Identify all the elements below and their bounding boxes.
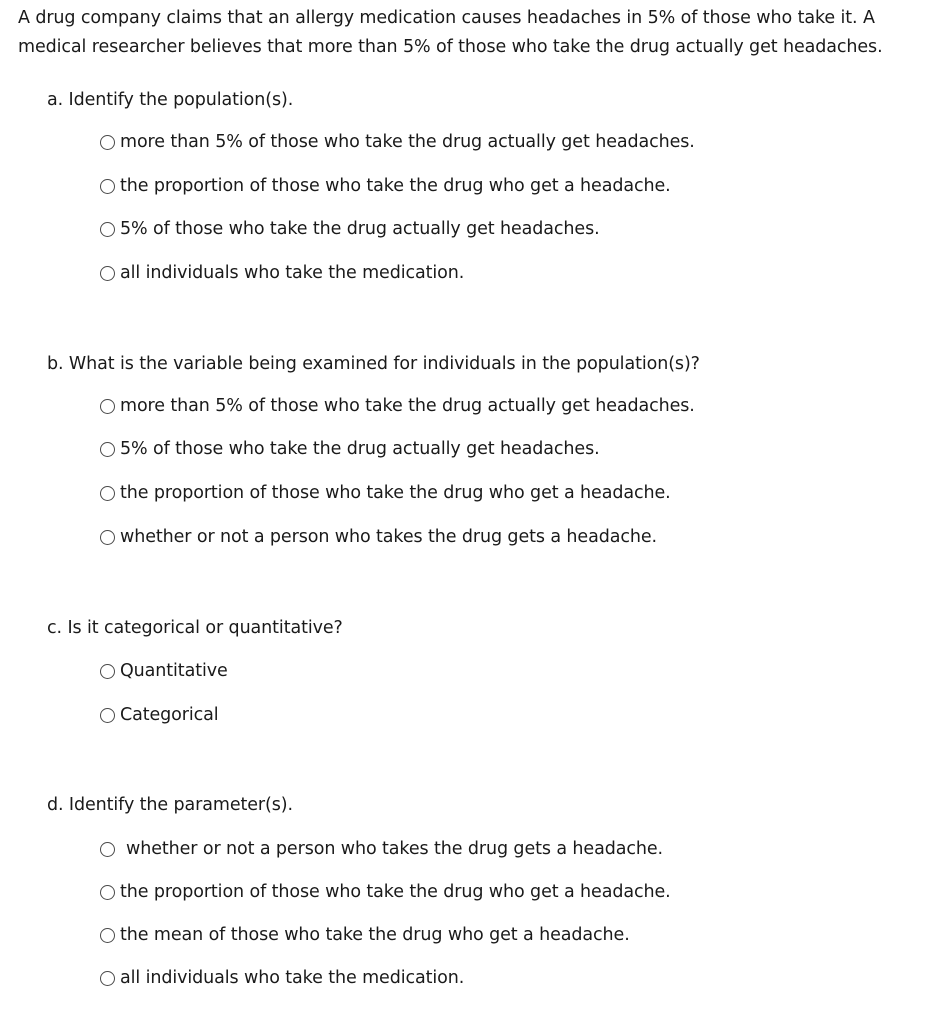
question-c-option-1[interactable]	[100, 659, 228, 683]
question-d-option-1[interactable]	[100, 837, 663, 861]
radio-button[interactable]	[100, 885, 115, 900]
option-label: 5% of those who take the drug actually get headaches.	[120, 439, 600, 459]
radio-button[interactable]	[100, 442, 115, 457]
option-label: the mean of those who take the drug who get a headache.	[120, 925, 630, 945]
question-d-option-4[interactable]	[100, 966, 464, 990]
option-label: whether or not a person who takes the drug gets a headache.	[126, 839, 663, 859]
question-c-option-2[interactable]	[100, 703, 219, 727]
question-d-prompt: d. Identify the parameter(s).	[47, 795, 293, 815]
option-label: Categorical	[120, 705, 219, 725]
radio-button[interactable]	[100, 530, 115, 545]
option-label: all individuals who take the medication.	[120, 968, 465, 988]
radio-button[interactable]	[100, 266, 115, 281]
question-d-option-2[interactable]	[100, 880, 671, 904]
radio-button[interactable]	[100, 179, 115, 194]
radio-button[interactable]	[100, 971, 115, 986]
radio-button[interactable]	[100, 842, 115, 857]
question-b-option-3[interactable]	[100, 481, 671, 505]
question-b-option-1[interactable]	[100, 394, 695, 418]
question-a-prompt: a. Identify the population(s).	[47, 90, 294, 110]
question-b-option-4[interactable]	[100, 525, 657, 549]
option-label: the proportion of those who take the drug who get a headache.	[120, 176, 671, 196]
question-a-option-4[interactable]	[100, 261, 464, 285]
question-a-option-3[interactable]	[100, 217, 600, 241]
question-c-prompt: c. Is it categorical or quantitative?	[47, 618, 343, 638]
question-a-option-1[interactable]	[100, 130, 695, 154]
question-d-option-3[interactable]	[100, 923, 630, 947]
problem-statement	[18, 4, 918, 62]
question-b-option-2[interactable]	[100, 437, 600, 461]
option-label: all individuals who take the medication.	[120, 263, 465, 283]
radio-button[interactable]	[100, 664, 115, 679]
question-a-option-2[interactable]	[100, 174, 671, 198]
option-label: Quantitative	[120, 661, 228, 681]
option-label: more than 5% of those who take the drug actually get headaches.	[120, 132, 695, 152]
option-label: the proportion of those who take the drug who get a headache.	[120, 882, 671, 902]
radio-button[interactable]	[100, 486, 115, 501]
question-b-prompt: b. What is the variable being examined for individuals in the population(s)?	[47, 354, 700, 374]
radio-button[interactable]	[100, 135, 115, 150]
option-label: more than 5% of those who take the drug actually get headaches.	[120, 396, 695, 416]
radio-button[interactable]	[100, 222, 115, 237]
option-label: whether or not a person who takes the drug gets a headache.	[120, 527, 657, 547]
radio-button[interactable]	[100, 399, 115, 414]
problem-statement-line-1: A drug company claims that an allergy medication causes headaches in 5% of those who take it. A	[18, 8, 875, 28]
problem-statement-line-2: medical researcher believes that more than 5% of those who take the drug actually get headaches.	[18, 37, 883, 57]
option-label: the proportion of those who take the drug who get a headache.	[120, 483, 671, 503]
option-label: 5% of those who take the drug actually get headaches.	[120, 219, 600, 239]
radio-button[interactable]	[100, 928, 115, 943]
radio-button[interactable]	[100, 708, 115, 723]
